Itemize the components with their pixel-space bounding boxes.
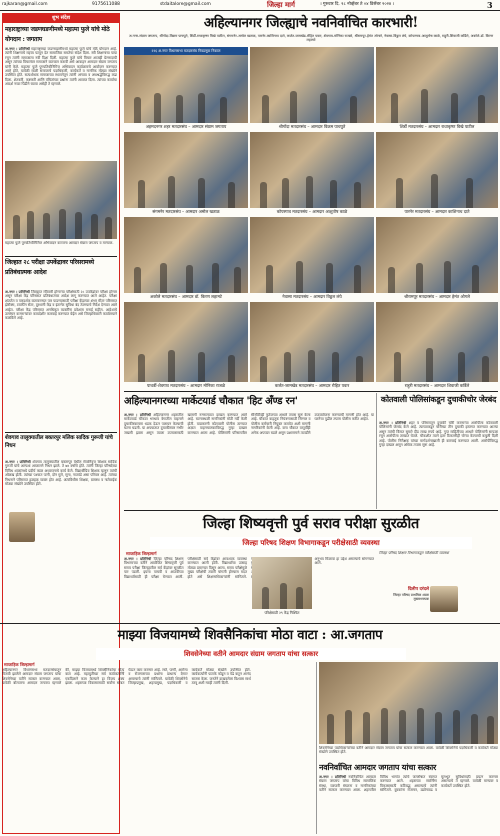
victory-author: साप्ताहिक जिल्हामार्ग xyxy=(4,662,35,667)
scholarship-dateline: अ.नगर । प्रतिनिधी xyxy=(124,557,152,561)
results-banner: २२६ अ.नगर विधानसभा मतदारसंघ निवडणूक निकाल xyxy=(124,47,248,55)
kotwali-body xyxy=(379,421,498,509)
column-divider-1 xyxy=(376,393,377,509)
story1-body xyxy=(5,47,117,159)
page-number: 3 xyxy=(487,0,493,10)
photo-parner xyxy=(376,132,498,208)
victory-body xyxy=(2,668,314,834)
caption-shirdi: शिर्डी मतदारसंघ – आमदार राधाकृष्ण विखे पाटील xyxy=(399,124,475,129)
caption-shrirampur: श्रीरामपूर मतदारसंघ – आमदार हेमंत ओगले xyxy=(404,294,470,299)
scholarship-author: साप्ताहिक जिल्हामार्ग xyxy=(126,551,157,556)
kotwali-dateline: अ.नगर । प्रतिनिधी xyxy=(379,421,407,425)
scholarship-subtitle: जिल्हा परिषद शिक्षण विभागाकडून परीक्षेसाठी व्यवस्था xyxy=(150,537,472,549)
photo-sangamner xyxy=(124,132,248,208)
felicitation-body xyxy=(319,775,498,834)
photo-akole xyxy=(124,217,248,293)
section-tag: शुभ संदेश xyxy=(3,14,119,23)
kotwali-text: शहर व परिसरातून दुचाकी चोरी करणाऱ्या आरोपीला कोतवाली पोलिसांनी जेरबंद केले आहे. त्याच्याकडून चोरीच्या तीन दुचाकी हस्तगत करण्यात आल्या असून त्यांची किंमत सुमारे दीड लाख रुपये आहे. गुप्त माहितीच्या आधारे पोलिसांनी सापळा रचून आरोपीला ताब्यात घेतले. चौकशीत त्याने इतर ठिकाणीही चोऱ्या केल्याची कबुली दिली आहे. पोलीस निरीक्षक यांच्या मार्गदर्शनाखाली ही कारवाई करण्यात आली. आरोपीविरुद्ध गुन्हा दाखल असून अधिक तपास सुरू आहे. xyxy=(379,421,498,448)
story1-photo-caption: महात्मा फुले पुण्यतिथीनिमित्त अभिवादन करताना आमदार संग्राम जगताप व मान्यवर. xyxy=(5,241,114,245)
hit-and-run-text: अहिल्यानगर शहरातील मार्केटयार्ड चौकात भरधाव वेगातील वाहनाने दुचाकीस्वाराला धडक देऊन पलायन केल्याची घटना घडली. या अपघातात दुचाकीस्वार गंभीर जखमी झाला असून त्याला उपचारासाठी खासगी रुग्णालयात दाखल करण्यात आले आहे. घटनास्थळी नागरिकांनी मोठी गर्दी केली होती. याप्रकरणी कोतवाली पोलीस ठाण्यात अज्ञात वाहनचालकाविरुद्ध गुन्हा दाखल करण्यात आला आहे. पोलिसांनी परिसरातील सीसीटीव्ही फुटेजच्या आधारे तपास सुरू केला आहे. चौकात वाहतूक नियंत्रणासाठी सिग्नल व पोलीस कर्मचारी नियुक्त करावेत अशी मागणी नागरिकांनी केली आहे. याच चौकात यापूर्वीही अनेक अपघात घडले असून प्रशासनाने तातडीने उपाययोजना करण्याची मागणी होत आहे. या घटनेचा पुढील तपास पोलीस करीत आहेत. xyxy=(124,413,374,435)
scholarship-body xyxy=(124,557,374,621)
main-story-rule xyxy=(124,391,498,392)
hit-and-run-title: अहिल्यानगरच्या मार्केटयार्ड चौकात 'हिट अँण्ड रन' xyxy=(124,396,298,407)
hit-and-run-dateline: अ.नगर । प्रतिनिधी xyxy=(124,413,151,417)
victory-photo xyxy=(319,662,498,744)
victory-subtitle: शिवसेनेच्या वतीने आमदार संग्राम जगताप यांचा सत्कार xyxy=(96,648,406,660)
victory-text: अहिल्यानगर विधानसभा मतदारसंघातून विजयी झालेले आमदार संग्राम जगताप यांचा शिवसेनेच्या वतीने सत्कार करण्यात आला. यावेळी बोलताना आमदार जगताप म्हणाले की, माझ्या विजयामध्ये शिवसैनिकांचा मोठा वाटा आहे. महायुतीच्या सर्व कार्यकर्त्यांनी एकदिलाने काम केल्याने हा विजय शक्य झाला. शहराच्या विकासासाठी सर्वांना सोबत घेऊन काम करणार आहे. रस्ते, पाणी, आरोग्य व रोजगाराच्या प्रश्नांना प्राधान्य देणार असल्याचे त्यांनी सांगितले. यावेळी शिवसेनेचे जिल्हाप्रमुख, शहरप्रमुख, पदाधिकारी व कार्यकर्ते मोठ्या संख्येने उपस्थित होते. कार्यकर्त्यांनी फटाके फोडून व पेढे वाटून आनंद साजरा केला. जनतेने दाखवलेला विश्वास सार्थ ठरवू अशी ग्वाही त्यांनी दिली. xyxy=(2,668,251,686)
scholarship-photo xyxy=(252,557,312,609)
story2-title: जिल्हात २८ परीक्षा उपकेंद्रावर परिसरामध्ये प्रतिबंधात्मक आदेश xyxy=(5,259,94,276)
photo-kopargaon xyxy=(250,132,374,208)
story3-text: शेवगाव तालुक्यातील बक्तरपुर येथील सेवानिवृत्त शिक्षक सादिक गुरुजी यांचे अल्पशा आजाराने निधन झाले. ते ७४ वर्षांचे होते. त्यांनी जिल्हा परिषदेच्या विविध शाळांमध्ये प्रदीर्घ काळ अध्यापनाचे कार्य केले. विद्यार्थीप्रिय शिक्षक म्हणून त्यांची ओळख होती. त्यांच्या पश्चात पत्नी, दोन मुले, सुना, नातवंडे असा परिवार आहे. त्यांच्या निधनाने परिसरात हळहळ व्यक्त होत आहे. अंत्यविधीस शिक्षक, ग्रामस्थ व नातेवाईक मोठ्या संख्येने उपस्थित होते. xyxy=(5,460,117,487)
victory-title: माझ्या विजयामध्ये शिवसैनिकांचा मोठा वाटा : आ.जगताप xyxy=(117,628,383,643)
victory-photo-caption: शिवसेनेच्या पदाधिकाऱ्यांच्या वतीने आमदार संग्राम जगताप यांचा सत्कार करण्यात आला. यावेळी शिवसेनेचे पदाधिकारी व कार्यकर्ते मोठ्या संख्येने उपस्थित होते. xyxy=(319,746,498,755)
story3-dateline: अ.नगर । प्रतिनिधी xyxy=(5,460,31,464)
caption-parner: पारनेर मतदारसंघ – आमदार काशिनाथ दाते xyxy=(404,209,470,214)
issue-date: । गुरुवार दि. २८ नोव्हेंबर ते ०४ डिसेंबर २०२४ । xyxy=(320,2,395,7)
main-story-subtitle: अ.नगर-संग्राम जगताप, श्रीगोंदा-विक्रम पाचपुते, शिर्डी-राधाकृष्ण विखे पाटील, संगमनेर-अमोल खताळ, पारनेर-काशिनाथ दाते, कर्जत-जामखेड-रोहित पवार, शेवगाव-मोनिका राजळे, श्रीरामपूर-हेमंत ओगले, नेवासा-विठ्ठल लंघे, कोपरगाव-आशुतोष काळे, राहुरी-शिवाजी कर्डिले, अकोले-डॉ. किरण लहामटे xyxy=(128,34,494,43)
story2-text: जिल्ह्यात रविवारी होणाऱ्या परीक्षेसाठी २८ उपकेंद्रांवर परीक्षा होणार असून परीक्षा केंद्र परिसरात प्रतिबंधात्मक आदेश लागू करण्यात आले आहेत. परीक्षा शांततेत व पारदर्शक वातावरणात पार पाडण्यासाठी परीक्षा केंद्राच्या शंभर मीटर परिसरात झेरॉक्स, टायपिंग सेंटर, दूरध्वनी केंद्र व इंटरनेट सुविधा बंद ठेवण्याचे निर्देश देण्यात आले आहेत. परीक्षा केंद्र परिसरात अनधिकृत व्यक्तींना प्रवेशास मनाई राहील. आदेशाचे उल्लंघन करणाऱ्यांवर कायदेशीर कारवाई करण्यात येईल असे जिल्हाधिकारी कार्यालयाने कळविले आहे. xyxy=(5,290,117,321)
caption-rahuri: राहुरी मतदारसंघ – आमदार शिवाजी कर्डिले xyxy=(404,383,470,388)
caption-newasa: नेवासा मतदारसंघ – आमदार विठ्ठल लंघे xyxy=(282,294,342,299)
story2-body xyxy=(5,290,117,430)
photo-rahuri xyxy=(376,302,498,382)
scholarship-body-right xyxy=(379,551,498,585)
photo-karjat-jamkhed xyxy=(250,302,374,382)
hit-and-run-body xyxy=(124,413,374,509)
column-divider-2 xyxy=(316,662,317,834)
scholarship-quote-text: जिल्हा परिषद शिक्षण विभागाकडून परीक्षेसाठी व्यवस्था xyxy=(379,551,449,555)
kotwali-title: कोतवाली पोलिसांकडून दुचाकीचोर जेरबंद xyxy=(380,394,497,404)
caption-sangamner: संगमनेर मतदारसंघ – आमदार अमोल खताळ xyxy=(152,209,220,214)
email-2: stdaitalore@gmail.com xyxy=(160,2,211,7)
scholarship-text: जिल्हा परिषद शिक्षण विभागाच्या वतीने आयोजित शिष्यवृत्ती पूर्व सराव परीक्षा जिल्ह्यातील सर्व केंद्रांवर सुरळीत पार पडली. इयत्ता पाचवी व आठवीच्या विद्यार्थ्यांसाठी ही परीक्षा घेण्यात आली. परीक्षेसाठी सर्व केंद्रांवर आवश्यक व्यवस्था करण्यात आली होती. विद्यार्थ्यांचा उत्साह मोठ्या प्रमाणात दिसून आला. सराव परीक्षेमुळे मुख्य परीक्षेची तयारी चांगली होण्यास मदत होते असे शिक्षणाधिकाऱ्यांनी सांगितले. अनुभव मिळावा हा उद्देश असल्याचे सांगण्यात आले. xyxy=(124,557,374,579)
story1-photo xyxy=(5,161,117,239)
photo-shrigonda xyxy=(250,47,374,123)
caption-karjat-jamkhed: कर्जत-जामखेड मतदारसंघ – आमदार रोहित पवार xyxy=(274,383,350,388)
left-divider-1 xyxy=(5,256,117,257)
photo-grid xyxy=(124,47,498,390)
story1-text: महाराष्ट्राच्या जडणघडणीमध्ये महात्मा फुले यांचे मोठे योगदान आहे. त्यांनी शिक्षणाचे महत्त्व पटवून देत सामाजिक समतेचा संदेश दिला. स्त्री शिक्षणाचा पाया रचून त्यांनी समाजाला नवी दिशा दिली. महात्मा फुले यांचे विचार आजही प्रेरणादायी असून त्यांच्या विचारांवर समाजाने वाटचाल करावी असे आवाहन आमदार संग्राम जगताप यांनी केले. महात्मा फुले पुण्यतिथीनिमित्त अभिवादन कार्यक्रमाचे आयोजन करण्यात आले होते. यावेळी माळी समाजाचे पदाधिकारी, कार्यकर्ते व नागरिक मोठ्या संख्येने उपस्थित होते. सत्यशोधक समाजाच्या स्थापनेतून त्यांनी अन्याय व अंधश्रद्धेविरुद्ध लढा दिला. शेतकरी, कष्टकरी आणि वंचितांच्या प्रश्नांना त्यांनी आवाज दिला. त्यांच्या कार्याचा आदर्श नव्या पिढीने घ्यावा असेही ते म्हणाले. xyxy=(5,47,117,87)
photo-pathardi xyxy=(124,302,248,382)
scholarship-photo-caption: परिक्षेसाठी २९ केंद्र निश्चित xyxy=(264,611,300,615)
caption-ahmednagar: अहमदनगर शहर मतदारसंघ – आमदार संग्राम जगताप xyxy=(145,124,227,129)
photo-shrirampur xyxy=(376,217,498,293)
phone-number: 9175611088 xyxy=(92,2,120,7)
mid-rule xyxy=(124,510,498,511)
quote-portrait xyxy=(430,586,458,612)
story3-title: शेवगाव तालुक्यातील बक्तरपुर मलिक सादिक गुरूजी यांचे निधन xyxy=(5,435,113,449)
story1-title: महाराष्ट्राच्या जडणघडणीमध्ये महात्मा फुले यांचे मोठे योगदान : जगताप xyxy=(5,26,110,43)
photo-shirdi xyxy=(376,47,498,123)
left-divider-2 xyxy=(5,432,117,433)
scholarship-title: जिल्हा शिष्यवृत्ती पुर्व सराव परीक्षा सुरळीत xyxy=(202,515,420,532)
felicitation-title: नवनिर्वाचित आमदार जगताप यांचा सत्कार xyxy=(319,762,437,772)
caption-akole: अकोले मतदारसंघ – आमदार डॉ. किरण लहामटे xyxy=(150,294,222,299)
caption-shrigonda: श्रीगोंदा मतदारसंघ – आमदार विक्रम पाचपुते xyxy=(278,124,346,129)
obituary-portrait xyxy=(9,512,35,542)
quote-role: जिल्हा परिषद प्राथमिक शाळा मुख्याध्यापक xyxy=(393,593,429,602)
caption-kopargaon: कोपरगाव मतदारसंघ – आमदार आशुतोष काळे xyxy=(276,209,348,214)
felicitation-dateline: अ.नगर । प्रतिनिधी xyxy=(319,775,346,779)
page-header xyxy=(0,0,500,10)
header-rule xyxy=(0,10,500,11)
felicitation-text: नवनिर्वाचित आमदार संग्राम जगताप यांचा विविध सामाजिक संस्था, व्यापारी संघटना व नागरिकांच्या वतीने सत्कार करण्यात आला. शहरातील विविध भागांत त्यांचे जल्लोषात स्वागत करण्यात आले. शहराच्या सर्वांगीण विकासासाठी कटिबद्ध असल्याचे त्यांनी सांगितले. युवकांना रोजगार, उद्योगवाढ व मूलभूत सुविधांसाठी प्रयत्न करणार असल्याचे ते म्हणाले. यावेळी मान्यवर व कार्यकर्ते उपस्थित होते. xyxy=(319,775,498,793)
photo-newasa xyxy=(250,217,374,293)
photo-ahmednagar xyxy=(124,47,248,123)
masthead: जिल्हा मार्ग xyxy=(267,0,295,9)
story2-dateline: अ.नगर । प्रतिनिधी xyxy=(5,290,30,294)
lower-rule xyxy=(0,623,500,624)
quote-name: दिलीप दरंदले xyxy=(407,587,429,592)
story1-dateline: अ.नगर । प्रतिनिधी xyxy=(5,47,30,51)
main-story-title: अहिल्यानगर जिल्ह्याचे नवनिर्वाचित कारभारी! xyxy=(203,15,419,31)
email-1: rajkaran@gmail.com xyxy=(2,2,48,7)
caption-pathardi: पाथर्डी-शेवगाव मतदारसंघ – आमदार मोनिका राजळे xyxy=(146,383,226,388)
